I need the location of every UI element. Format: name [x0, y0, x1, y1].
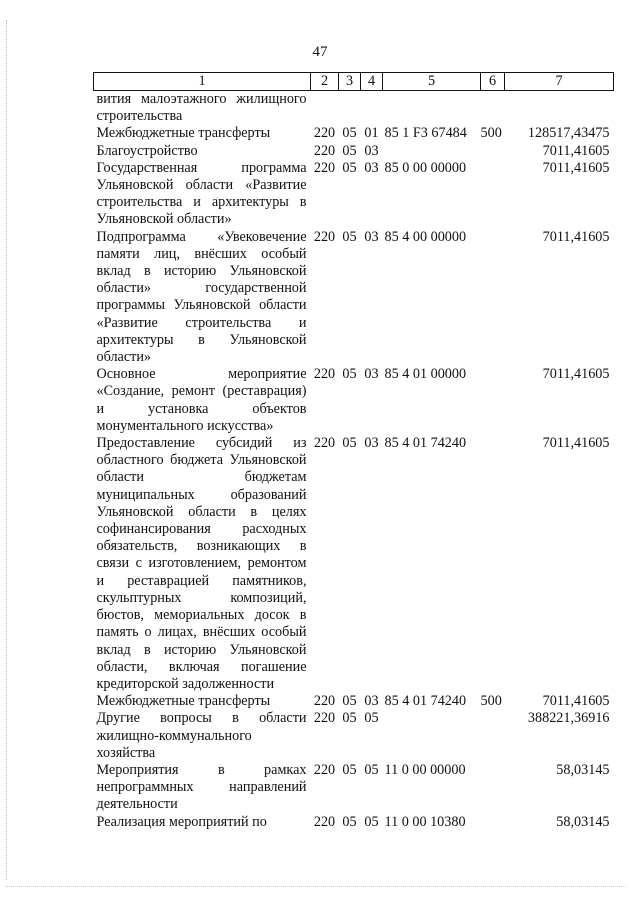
row-section-cell: 05 — [342, 125, 357, 142]
row-target-article-cell: 85 4 01 74240 — [384, 435, 467, 452]
row-admin-code-cell: 220 — [313, 125, 336, 142]
table-row — [94, 91, 614, 126]
header-col-1: 1 — [94, 73, 311, 91]
row-admin-code-cell: 220 — [313, 159, 336, 176]
row-expense-type-cell — [481, 91, 505, 126]
row-admin-code-cell: 220 — [313, 366, 336, 383]
table-row — [94, 435, 614, 693]
row-expense-type-cell — [481, 160, 505, 229]
row-section-cell: 05 — [342, 142, 357, 159]
row-expense-type-cell — [481, 366, 505, 435]
row-subsection-cell: 05 — [364, 710, 379, 727]
row-subsection-cell: 03 — [364, 228, 379, 245]
row-target-article-cell: 85 4 01 74240 — [384, 693, 467, 710]
table-row — [94, 762, 614, 814]
row-amount-cell: 58,03145 — [556, 761, 610, 778]
table-body — [94, 91, 614, 831]
row-section-cell: 05 — [342, 228, 357, 245]
row-name-cell: Предоставление субсидий из областного бюджета Ульяновской области бюджетам муниципальных образований Ульяновской области в целях софинансирования расходных обязательств, возникающих в связи с изготовлением, ремонтом и реставрацией памятников, скульптурных композиций, бюстов, мемориальных досок в память о лицах, внёсших особый вклад в историю Ульяновской области, включая погашение кредиторской задолженности — [96, 435, 307, 692]
header-row — [94, 73, 614, 91]
row-name-cell: Реализация мероприятий по — [96, 813, 267, 830]
row-section-cell: 05 — [342, 761, 357, 778]
row-target-article-cell — [383, 710, 481, 762]
row-subsection-cell: 03 — [364, 693, 379, 710]
row-amount-cell: 388221,36916 — [527, 710, 610, 727]
row-expense-type-cell — [481, 762, 505, 814]
row-subsection-cell: 05 — [364, 761, 379, 778]
scan-bottom-line — [6, 886, 626, 887]
row-amount-cell: 58,03145 — [556, 813, 610, 830]
table-row — [94, 814, 614, 831]
row-subsection-cell: 03 — [364, 435, 379, 452]
row-expense-type-cell — [481, 229, 505, 367]
row-target-article-cell — [383, 91, 481, 126]
page-number: 47 — [312, 44, 328, 60]
row-subsection-cell — [361, 91, 383, 126]
row-section-cell: 05 — [342, 435, 357, 452]
row-admin-code-cell: 220 — [313, 813, 336, 830]
table-row — [94, 229, 614, 367]
row-target-article-cell: 85 1 F3 67484 — [384, 125, 467, 142]
row-amount-cell: 7011,41605 — [542, 159, 610, 176]
row-amount-cell: 128517,43475 — [527, 125, 610, 142]
row-name-cell: Благоустройство — [96, 142, 198, 159]
row-name-cell: Другие вопросы в области жилищно-коммунального хозяйства — [96, 710, 307, 761]
row-amount-cell: 7011,41605 — [542, 366, 610, 383]
row-amount-cell: 7011,41605 — [542, 142, 610, 159]
row-expense-type-cell — [481, 435, 505, 693]
row-section-cell: 05 — [342, 693, 357, 710]
row-target-article-cell: 11 0 00 00000 — [384, 761, 466, 778]
table-row — [94, 693, 614, 710]
row-subsection-cell: 05 — [364, 813, 379, 830]
row-amount-cell: 7011,41605 — [542, 228, 610, 245]
header-col-3: 3 — [339, 73, 361, 91]
row-admin-code-cell: 220 — [313, 435, 336, 452]
row-expense-type-cell — [481, 143, 505, 160]
row-subsection-cell: 03 — [364, 142, 379, 159]
header-col-7: 7 — [505, 73, 614, 91]
row-target-article-cell: 11 0 00 10380 — [384, 813, 466, 830]
row-section-cell: 05 — [342, 159, 357, 176]
row-target-article-cell: 85 4 01 00000 — [384, 366, 467, 383]
header-col-2: 2 — [311, 73, 339, 91]
table-row — [94, 125, 614, 142]
row-admin-code-cell — [311, 91, 339, 126]
row-expense-type-cell — [481, 814, 505, 831]
table-row — [94, 366, 614, 435]
header-col-6: 6 — [481, 73, 505, 91]
row-expense-type-cell — [481, 710, 505, 762]
row-amount-cell — [505, 91, 614, 126]
row-subsection-cell: 01 — [364, 125, 379, 142]
row-subsection-cell: 03 — [364, 366, 379, 383]
table-row — [94, 143, 614, 160]
row-admin-code-cell: 220 — [313, 142, 336, 159]
row-amount-cell: 7011,41605 — [542, 693, 610, 710]
row-name-cell: Основное мероприятие «Создание, ремонт (реставрация) и установка объектов монументального искусства» — [96, 366, 307, 434]
row-subsection-cell: 03 — [364, 159, 379, 176]
row-name-cell: Межбюджетные трансферты — [96, 125, 271, 142]
row-name-cell: вития малоэтажного жилищного строительства — [96, 91, 307, 125]
row-section-cell: 05 — [342, 366, 357, 383]
row-name-cell: Подпрограмма «Увековечение памяти лиц, внёсших особый вклад в историю Ульяновской области» государственной программы Ульяновской области «Развитие строительства и архитектуры в Ульяновской области» — [96, 228, 307, 366]
row-expense-type-cell: 500 — [480, 693, 502, 710]
table-row — [94, 160, 614, 229]
row-section-cell: 05 — [342, 813, 357, 830]
row-admin-code-cell: 220 — [313, 710, 336, 727]
header-col-4: 4 — [361, 73, 383, 91]
row-section-cell: 05 — [342, 710, 357, 727]
row-name-cell: Межбюджетные трансферты — [96, 693, 271, 710]
row-target-article-cell: 85 0 00 00000 — [384, 159, 467, 176]
header-col-5: 5 — [383, 73, 481, 91]
row-target-article-cell: 85 4 00 00000 — [384, 228, 467, 245]
row-admin-code-cell: 220 — [313, 693, 336, 710]
row-amount-cell: 7011,41605 — [542, 435, 610, 452]
row-admin-code-cell: 220 — [313, 761, 336, 778]
scan-edge-line — [6, 20, 7, 880]
row-name-cell: Мероприятия в рамках непрограммных направлений деятельности — [96, 761, 307, 813]
table-row — [94, 710, 614, 762]
row-target-article-cell — [383, 143, 481, 160]
row-expense-type-cell: 500 — [480, 125, 502, 142]
budget-table — [93, 72, 614, 831]
row-name-cell: Государственная программа Ульяновской области «Развитие строительства и архитектуры в Ульяновской области» — [96, 159, 307, 228]
row-admin-code-cell: 220 — [313, 228, 336, 245]
row-section-cell — [339, 91, 361, 126]
